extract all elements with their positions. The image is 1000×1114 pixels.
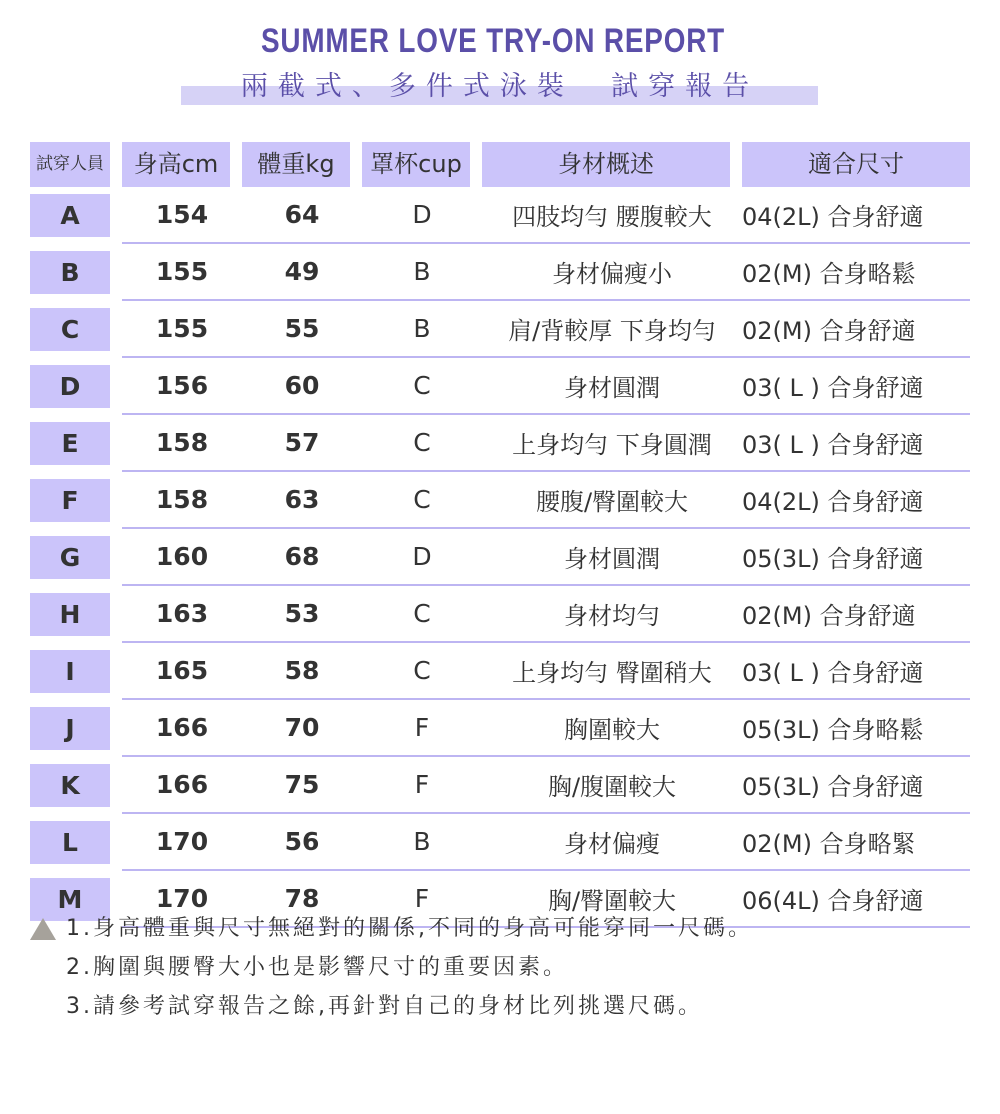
cup-cell: D (362, 529, 482, 586)
body-description-cell: 胸/臀圍較大 (482, 871, 742, 928)
header-cup: 罩杯cup (362, 142, 470, 187)
body-description-cell: 上身均勻 下身圓潤 (482, 415, 742, 472)
tester-id: E (30, 422, 110, 465)
weight-cell: 75 (242, 757, 362, 814)
suitable-size-cell: 05(3L) 合身舒適 (742, 529, 970, 586)
height-cell: 165 (122, 643, 242, 700)
suitable-size-cell: 02(M) 合身略鬆 (742, 244, 970, 301)
note-text: 1.身高體重與尺寸無絕對的關係,不同的身高可能穿同一尺碼。 (66, 916, 753, 941)
table-row (30, 757, 970, 814)
table-row (30, 358, 970, 415)
height-cell: 158 (122, 415, 242, 472)
height-cell: 160 (122, 529, 242, 586)
body-description-cell: 身材偏瘦小 (482, 244, 742, 301)
table-row (30, 301, 970, 358)
cup-cell: B (362, 814, 482, 871)
weight-cell: 55 (242, 301, 362, 358)
weight-cell: 58 (242, 643, 362, 700)
table-row (30, 529, 970, 586)
weight-cell: 56 (242, 814, 362, 871)
body-description-cell: 腰腹/臀圍較大 (482, 472, 742, 529)
cup-cell: D (362, 187, 482, 244)
notes-section (30, 912, 970, 1029)
suitable-size-cell: 03( L ) 合身舒適 (742, 358, 970, 415)
body-description-cell: 胸圍較大 (482, 700, 742, 757)
weight-cell: 53 (242, 586, 362, 643)
note-item (30, 951, 970, 990)
height-cell: 158 (122, 472, 242, 529)
cup-cell: F (362, 871, 482, 928)
tester-id: M (30, 878, 110, 921)
tester-id: A (30, 194, 110, 237)
weight-cell: 68 (242, 529, 362, 586)
suitable-size-cell: 02(M) 合身略緊 (742, 814, 970, 871)
suitable-size-cell: 02(M) 合身舒適 (742, 301, 970, 358)
suitable-size-cell: 06(4L) 合身舒適 (742, 871, 970, 928)
tester-id: D (30, 365, 110, 408)
table-row (30, 187, 970, 244)
body-description-cell: 上身均勻 臀圍稍大 (482, 643, 742, 700)
header-suitable-size: 適合尺寸 (742, 142, 970, 187)
body-description-cell: 身材偏瘦 (482, 814, 742, 871)
body-description-cell: 身材圓潤 (482, 358, 742, 415)
cup-cell: C (362, 643, 482, 700)
report-title-chinese: 兩截式、多件式泳裝 試穿報告 (240, 71, 760, 102)
suitable-size-cell: 03( L ) 合身舒適 (742, 643, 970, 700)
header-weight: 體重kg (242, 142, 350, 187)
height-cell: 170 (122, 871, 242, 928)
table-row (30, 643, 970, 700)
cup-cell: C (362, 472, 482, 529)
header-body-description: 身材概述 (482, 142, 730, 187)
suitable-size-cell: 04(2L) 合身舒適 (742, 187, 970, 244)
body-description-cell: 身材圓潤 (482, 529, 742, 586)
header-height: 身高cm (122, 142, 230, 187)
height-cell: 166 (122, 757, 242, 814)
cup-cell: B (362, 244, 482, 301)
body-description-cell: 肩/背較厚 下身均勻 (482, 301, 742, 358)
height-cell: 170 (122, 814, 242, 871)
height-cell: 154 (122, 187, 242, 244)
tester-id: C (30, 308, 110, 351)
height-cell: 155 (122, 244, 242, 301)
suitable-size-cell: 03( L ) 合身舒適 (742, 415, 970, 472)
tester-id: B (30, 251, 110, 294)
weight-cell: 64 (242, 187, 362, 244)
height-cell: 156 (122, 358, 242, 415)
height-cell: 163 (122, 586, 242, 643)
body-description-cell: 四肢均勻 腰腹較大 (482, 187, 742, 244)
table-row (30, 586, 970, 643)
table-row (30, 415, 970, 472)
cup-cell: C (362, 586, 482, 643)
cup-cell: C (362, 415, 482, 472)
weight-cell: 49 (242, 244, 362, 301)
cup-cell: C (362, 358, 482, 415)
weight-cell: 70 (242, 700, 362, 757)
suitable-size-cell: 05(3L) 合身舒適 (742, 757, 970, 814)
report-title-english: SUMMER LOVE TRY-ON REPORT (260, 22, 726, 60)
tester-id: F (30, 479, 110, 522)
cup-cell: B (362, 301, 482, 358)
table-row (30, 814, 970, 871)
body-description-cell: 身材均勻 (482, 586, 742, 643)
height-cell: 155 (122, 301, 242, 358)
cup-cell: F (362, 757, 482, 814)
header-tester: 試穿人員 (30, 142, 110, 187)
weight-cell: 60 (242, 358, 362, 415)
tester-id: I (30, 650, 110, 693)
table-row (30, 472, 970, 529)
tester-id: L (30, 821, 110, 864)
table-header-row (30, 142, 970, 187)
cup-cell: F (362, 700, 482, 757)
suitable-size-cell: 04(2L) 合身舒適 (742, 472, 970, 529)
tester-id: G (30, 536, 110, 579)
triangle-icon (30, 918, 56, 940)
note-item (30, 990, 970, 1029)
suitable-size-cell: 02(M) 合身舒適 (742, 586, 970, 643)
tester-id: J (30, 707, 110, 750)
tester-id: K (30, 764, 110, 807)
suitable-size-cell: 05(3L) 合身略鬆 (742, 700, 970, 757)
weight-cell: 57 (242, 415, 362, 472)
table-row (30, 700, 970, 757)
height-cell: 166 (122, 700, 242, 757)
note-text: 3.請參考試穿報告之餘,再針對自己的身材比列挑選尺碼。 (66, 994, 703, 1019)
weight-cell: 63 (242, 472, 362, 529)
weight-cell: 78 (242, 871, 362, 928)
note-item (30, 912, 970, 951)
table-row (30, 244, 970, 301)
tester-id: H (30, 593, 110, 636)
try-on-table (30, 142, 970, 928)
note-text: 2.胸圍與腰臀大小也是影響尺寸的重要因素。 (66, 955, 568, 980)
body-description-cell: 胸/腹圍較大 (482, 757, 742, 814)
